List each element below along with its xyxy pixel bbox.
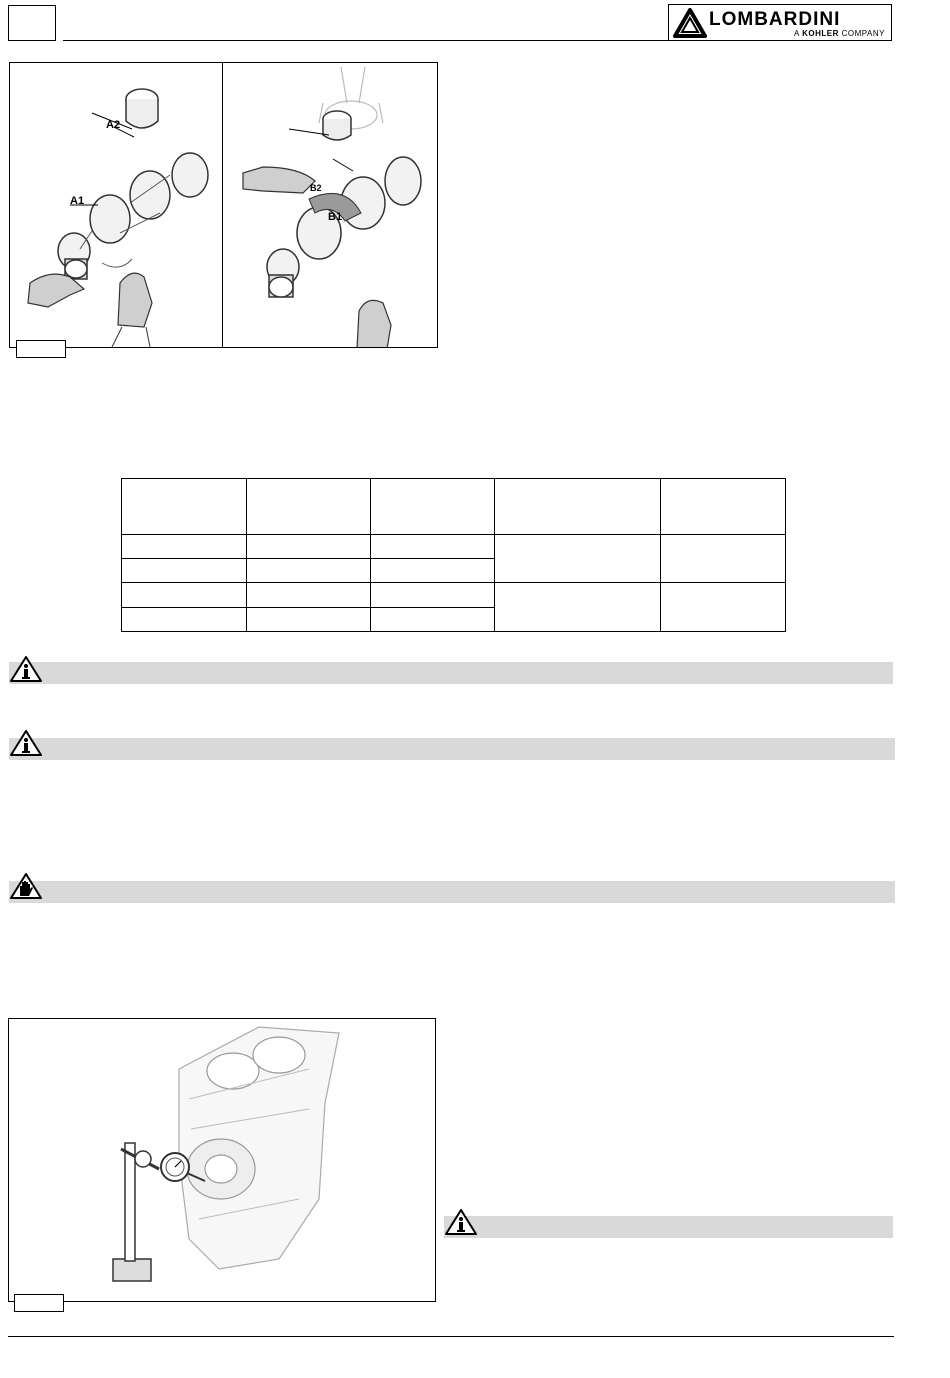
table-cell <box>122 608 247 632</box>
figure-number-label <box>14 1294 64 1312</box>
crankshaft-main-bearing-illustration <box>10 63 222 347</box>
table-cell <box>371 608 495 632</box>
brand-sub-prefix: A <box>793 29 800 38</box>
engine-block-dial-gauge-illustration <box>9 1019 435 1301</box>
header-cell-3 <box>371 479 495 535</box>
info-icon <box>444 1208 478 1236</box>
crankshaft-conrod-bearing-illustration <box>223 63 437 347</box>
table-row <box>122 535 786 559</box>
table-cell <box>247 559 371 583</box>
table-cell-merged <box>495 535 661 583</box>
header-cell-5 <box>661 479 786 535</box>
bearing-spec-table <box>121 478 786 632</box>
table-cell <box>247 583 371 608</box>
figure-number-label <box>16 340 66 358</box>
info-icon <box>9 655 43 683</box>
note-bar-2 <box>9 738 895 760</box>
stop-hand-icon <box>9 872 43 900</box>
brand-name: LOMBARDINI <box>709 9 841 30</box>
brand-logo <box>668 4 892 41</box>
note-bar-3 <box>9 881 895 903</box>
footer-rule <box>8 1336 894 1337</box>
figure-bearing-check <box>9 62 438 348</box>
note-bar-4 <box>444 1216 893 1238</box>
table-cell <box>247 608 371 632</box>
table-cell-merged <box>661 535 786 583</box>
callout-b1: B1 <box>328 211 343 223</box>
header-rule <box>63 40 668 41</box>
page-number-box <box>8 5 56 41</box>
note-bar-1 <box>9 662 893 684</box>
table-row <box>122 583 786 608</box>
callout-b2: B2 <box>310 183 322 193</box>
table-header-row <box>122 479 786 535</box>
lombardini-triangle-icon <box>673 8 707 38</box>
brand-sub-suffix: COMPANY <box>841 29 885 38</box>
table-cell-merged <box>495 583 661 632</box>
header-cell-1 <box>122 479 247 535</box>
table-cell <box>122 559 247 583</box>
callout-a1: A1 <box>70 195 85 207</box>
table-cell <box>247 535 371 559</box>
table-cell <box>371 535 495 559</box>
table-cell <box>122 535 247 559</box>
table-cell-merged <box>661 583 786 632</box>
brand-sub-strong: KOHLER <box>802 29 839 38</box>
brand-subtitle <box>794 29 885 38</box>
header-cell-2 <box>247 479 371 535</box>
table-cell <box>371 559 495 583</box>
table-cell <box>371 583 495 608</box>
callout-a2: A2 <box>106 119 121 131</box>
info-icon <box>9 729 43 757</box>
table-cell <box>122 583 247 608</box>
header-cell-4 <box>495 479 661 535</box>
figure-dial-indicator <box>8 1018 436 1302</box>
